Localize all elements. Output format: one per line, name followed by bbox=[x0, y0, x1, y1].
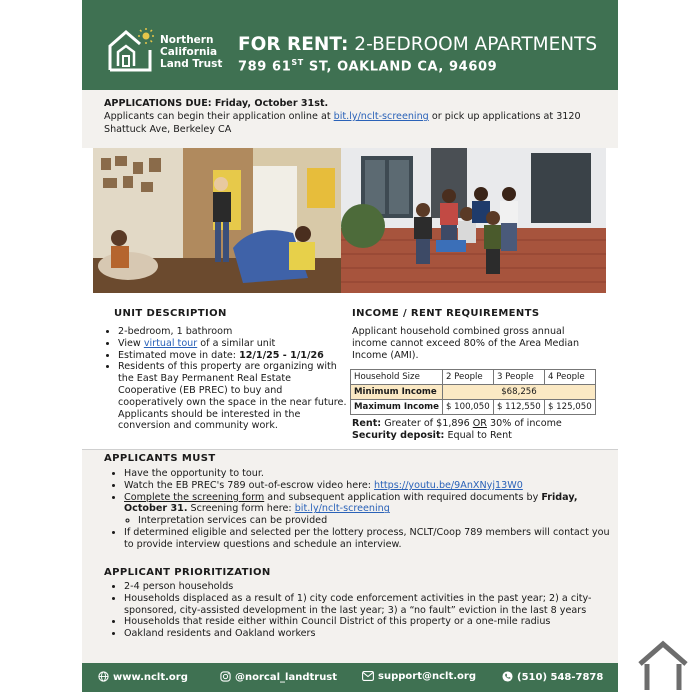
video-link[interactable]: https://youtu.be/9AnXNyj13W0 bbox=[374, 479, 523, 491]
list-item bbox=[124, 492, 614, 527]
table-cell: $68,256 bbox=[442, 385, 595, 400]
list-item: • If determined eligible and selected per the lottery process, NCLT/Coop 789 members will contact you to provide interview questions and schedule an interview. bbox=[124, 527, 614, 551]
list-item: • Households that reside either within Council District of this property or a one-mile radius bbox=[124, 616, 614, 628]
unit-description-heading: UNIT DESCRIPTION bbox=[114, 308, 227, 319]
list-item-text: Watch the EB PREC's 789 out-of-escrow video here: bbox=[124, 479, 375, 491]
list-item: • Residents of this property are organizing with the East Bay Permanent Real Estate Cooperative (EB PREC) to buy and cooperatively own the space in the near future. Applicants should be interested in the conversion and community work. bbox=[118, 361, 348, 432]
logo-line: Northern bbox=[160, 34, 214, 46]
phone-link[interactable] bbox=[502, 671, 603, 683]
phone-icon bbox=[502, 671, 513, 682]
virtual-tour-link[interactable]: virtual tour bbox=[143, 337, 198, 349]
rent-info bbox=[352, 418, 562, 442]
applications-instructions bbox=[104, 110, 604, 136]
sub-list bbox=[124, 515, 614, 527]
table-header-cell: Household Size bbox=[351, 370, 443, 385]
list-item-text: View bbox=[118, 337, 144, 349]
list-item-text: of a similar unit bbox=[197, 337, 276, 349]
income-requirements-text: Applicant household combined gross annual income cannot exceed 80% of the Area Median Income (AMI). bbox=[352, 326, 580, 361]
applications-due-panel bbox=[82, 90, 618, 148]
equal-housing-house-icon bbox=[636, 640, 690, 692]
rent-text: 30% of income bbox=[486, 418, 562, 429]
list-item: • 2-4 person households bbox=[124, 581, 614, 593]
list-item: • 2-bedroom, 1 bathroom bbox=[118, 326, 348, 338]
table-cell: $ 125,050 bbox=[544, 400, 595, 415]
rent-or: OR bbox=[472, 418, 487, 429]
screening-form-link[interactable]: Complete the screening form bbox=[124, 491, 265, 503]
instagram-link[interactable] bbox=[220, 671, 337, 683]
screening-link[interactable]: bit.ly/nclt-screening bbox=[333, 111, 429, 122]
logo-wordmark bbox=[160, 34, 222, 70]
deposit-value: Equal to Rent bbox=[444, 430, 512, 441]
table-row bbox=[351, 385, 596, 400]
website-link[interactable] bbox=[98, 671, 188, 683]
table-header-cell: 3 People bbox=[493, 370, 544, 385]
income-table bbox=[350, 369, 596, 415]
land-trust-logo-icon bbox=[106, 26, 154, 74]
table-row bbox=[351, 370, 596, 385]
table-row-label: Maximum Income bbox=[351, 400, 443, 415]
flyer bbox=[82, 0, 618, 700]
header-banner bbox=[82, 0, 618, 90]
globe-icon bbox=[98, 671, 109, 682]
list-item bbox=[118, 350, 348, 362]
email-text: support@nclt.org bbox=[378, 671, 476, 682]
applications-due-heading: APPLICATIONS DUE: Friday, October 31st. bbox=[104, 98, 329, 109]
phone-text: (510) 548-7878 bbox=[517, 672, 604, 683]
title-bold: FOR RENT: bbox=[238, 34, 349, 55]
applicants-must-list bbox=[110, 468, 614, 551]
instagram-text: @norcal_landtrust bbox=[235, 672, 338, 683]
rent-label: Rent: bbox=[352, 418, 382, 429]
logo-line: Land Trust bbox=[160, 58, 223, 70]
table-cell: $ 100,050 bbox=[442, 400, 493, 415]
exterior-photo bbox=[341, 148, 606, 293]
email-link[interactable] bbox=[362, 671, 476, 682]
table-row bbox=[351, 400, 596, 415]
list-item-text: Estimated move in date: bbox=[118, 349, 240, 361]
applicant-prioritization-heading: APPLICANT PRIORITIZATION bbox=[104, 567, 271, 578]
page-title bbox=[238, 34, 597, 55]
address-number: 789 61 bbox=[238, 59, 292, 75]
property-address bbox=[238, 58, 497, 74]
list-item: • Oakland residents and Oakland workers bbox=[124, 628, 614, 640]
table-header-cell: 4 People bbox=[544, 370, 595, 385]
deposit-label: Security deposit: bbox=[352, 430, 445, 441]
applicants-must-heading: APPLICANTS MUST bbox=[104, 453, 216, 464]
deadline-text: Friday, October 31. bbox=[124, 491, 578, 515]
list-item bbox=[118, 338, 348, 350]
address-suffix: ST bbox=[291, 58, 304, 67]
footer-bar bbox=[82, 663, 618, 692]
list-item: ◦ Interpretation services can be provided bbox=[138, 515, 614, 527]
screening-link[interactable]: bit.ly/nclt-screening bbox=[294, 503, 390, 515]
email-icon bbox=[362, 671, 374, 681]
unit-description-list bbox=[104, 326, 348, 432]
income-requirements-heading: INCOME / RENT REQUIREMENTS bbox=[352, 308, 540, 319]
table-header-cell: 2 People bbox=[442, 370, 493, 385]
rent-line bbox=[352, 418, 562, 430]
applications-text: Applicants can begin their application online at bbox=[104, 111, 334, 122]
list-item: • Households displaced as a result of 1) city code enforcement activities in the past year; 2) a city-sponsored, city-assisted development in the last year; 3) a “no fault” eviction in the last 8 years bbox=[124, 593, 614, 617]
list-item-text: and subsequent application with required documents by bbox=[264, 491, 542, 503]
title-rest: 2-BEDROOM APARTMENTS bbox=[348, 34, 598, 55]
logo-line: California bbox=[160, 46, 218, 58]
list-item: • Have the opportunity to tour. bbox=[124, 468, 614, 480]
table-cell: $ 112,550 bbox=[493, 400, 544, 415]
deposit-line bbox=[352, 430, 562, 442]
section-divider bbox=[82, 449, 618, 450]
instagram-icon bbox=[220, 671, 231, 682]
applicant-prioritization-list bbox=[110, 581, 614, 640]
interior-photo bbox=[93, 148, 341, 293]
table-row-label: Minimum Income bbox=[351, 385, 443, 400]
rent-text: Greater of $1,896 bbox=[381, 418, 473, 429]
list-item-text: Screening form here: bbox=[187, 503, 295, 515]
list-item bbox=[124, 480, 614, 492]
address-rest: ST, OAKLAND CA, 94609 bbox=[303, 59, 498, 75]
website-text: www.nclt.org bbox=[113, 672, 188, 683]
move-in-dates: 12/1/25 - 1/1/26 bbox=[239, 349, 324, 361]
applications-text: or pick up applications at 3120 Shattuck Ave, Berkeley CA bbox=[104, 111, 581, 135]
